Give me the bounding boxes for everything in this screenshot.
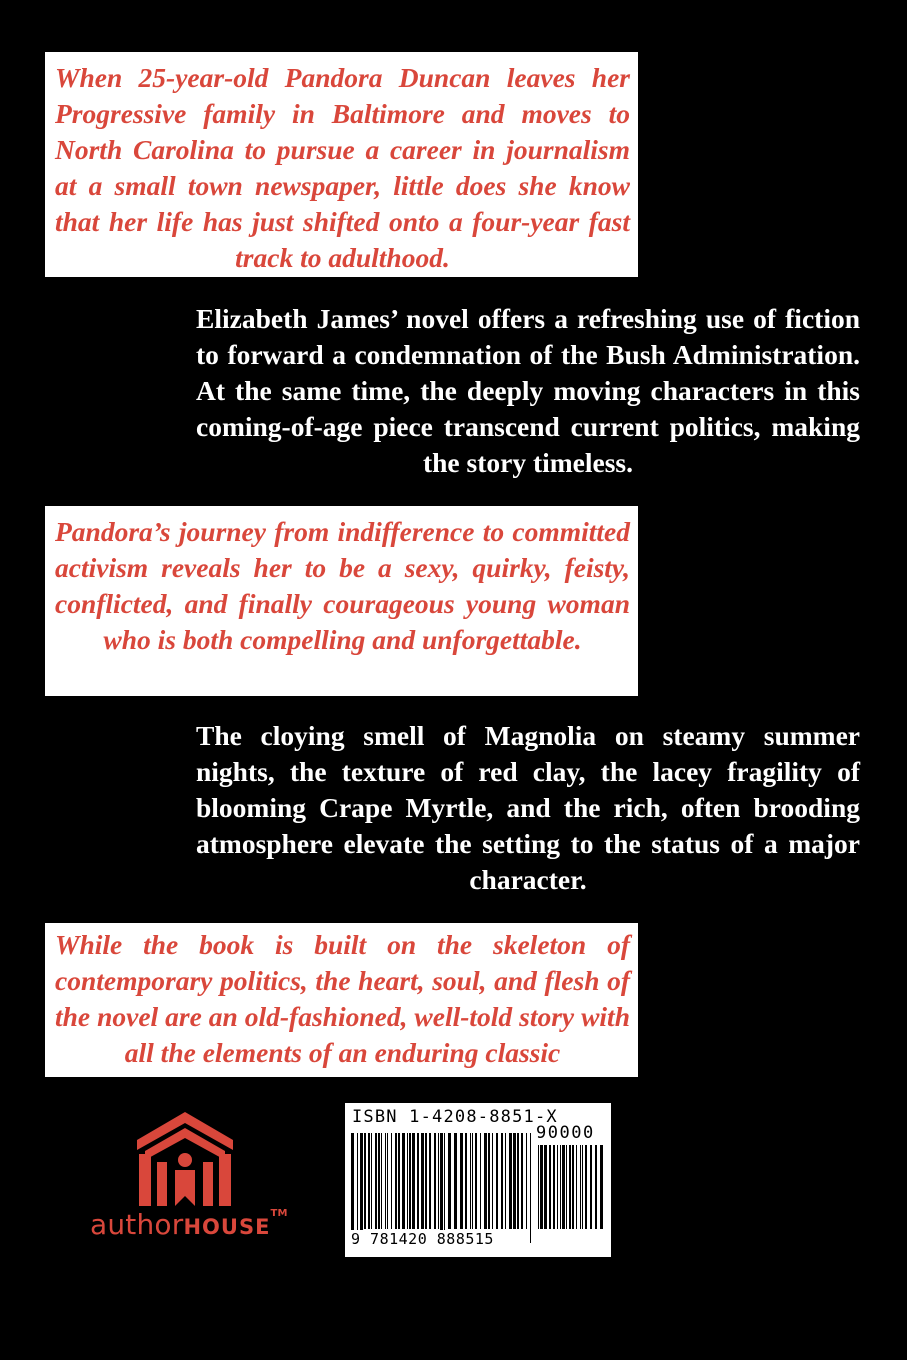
barcode-bar <box>465 1133 467 1229</box>
barcode-bar <box>391 1133 392 1229</box>
barcode-bar <box>509 1133 512 1229</box>
price-code-text: 90000 <box>536 1123 595 1143</box>
publisher-name <box>90 1208 290 1241</box>
barcode-bar <box>472 1133 473 1229</box>
barcode-bar <box>375 1133 377 1229</box>
barcode-bar <box>438 1133 439 1229</box>
ean-barcode-bars <box>350 1133 535 1243</box>
quote-box-3 <box>45 923 638 1077</box>
barcode-bar <box>530 1133 531 1243</box>
barcode-bar <box>553 1145 555 1229</box>
quote-3-text: While the book is built on the skeleton of contemporary politics, the heart, soul, and flesh of the novel are an old-fashioned, well-told story with all the elements of an enduring classic <box>55 929 630 1068</box>
barcode-bar <box>560 1145 561 1229</box>
barcode-bar <box>440 1133 443 1243</box>
barcode-bar <box>562 1145 565 1229</box>
barcode-bar <box>484 1133 487 1229</box>
barcode-bar <box>448 1133 451 1229</box>
barcode-bar <box>425 1133 427 1229</box>
barcode-bar <box>475 1133 477 1229</box>
barcode-bar <box>454 1133 457 1229</box>
isbn-barcode <box>345 1103 611 1257</box>
quote-box-2 <box>45 506 638 696</box>
barcode-bar <box>572 1145 574 1229</box>
barcode-bar <box>501 1133 503 1229</box>
barcode-bar <box>395 1133 397 1229</box>
publisher-logo <box>80 1110 290 1250</box>
barcode-bar <box>364 1133 366 1229</box>
barcode-bar <box>488 1133 490 1229</box>
barcode-bar <box>402 1133 405 1229</box>
quote-2-text: Pandora’s journey from indifference to committed activism reveals her to be a sexy, quirky, feisty, conflicted, and finally courageous young woman who is both compelling and unforgettable. <box>55 516 630 655</box>
barcode-bar <box>429 1133 431 1229</box>
barcode-bar <box>549 1145 551 1229</box>
barcode-bar <box>566 1145 567 1229</box>
barcode-bar <box>595 1145 597 1229</box>
barcode-bar <box>444 1133 445 1243</box>
barcode-bar <box>540 1145 543 1229</box>
barcode-bar <box>385 1133 386 1229</box>
barcode-bar <box>590 1145 592 1229</box>
quote-1-text: When 25-year-old Pandora Duncan leaves her Progressive family in Baltimore and moves to North Carolina to pursue a career in journalism at a small town newspaper, little does she know that her life has just shifted onto a four-year fast track to adulthood. <box>55 62 630 273</box>
barcode-bar <box>387 1133 388 1229</box>
barcode-bar <box>381 1133 382 1229</box>
barcode-bar <box>582 1145 583 1229</box>
barcode-bar <box>470 1133 471 1229</box>
barcode-bar <box>569 1145 571 1229</box>
barcode-bar <box>496 1133 498 1229</box>
barcode-bar <box>480 1133 481 1229</box>
barcode-bar <box>576 1145 577 1229</box>
barcode-bar <box>580 1145 581 1229</box>
review-paragraph-1: Elizabeth James’ novel offers a refreshing use of fiction to forward a condemnation of the Bush Administration. At the same time, the deeply moving characters in this coming-of-age piece transcend current politics, making the story timeless. <box>196 303 860 478</box>
barcode-bar <box>351 1133 354 1243</box>
ean-number-text: 9 781420 888515 <box>351 1230 494 1248</box>
barcode-bar <box>538 1145 539 1229</box>
publisher-name-part1: author <box>90 1208 184 1241</box>
isbn-text: ISBN 1-4208-8851-X <box>352 1107 558 1127</box>
barcode-bar <box>398 1133 400 1229</box>
barcode-bar <box>521 1133 523 1229</box>
barcode-bar <box>360 1133 363 1243</box>
barcode-bar <box>585 1145 587 1229</box>
barcode-bar <box>407 1133 408 1229</box>
trademark-mark: TM <box>270 1208 288 1219</box>
barcode-bar <box>417 1133 419 1229</box>
publisher-name-part2: HOUSE <box>183 1215 271 1239</box>
barcode-bar <box>368 1133 370 1229</box>
barcode-bar <box>517 1133 519 1229</box>
barcode-bar <box>600 1145 603 1229</box>
barcode-bar <box>544 1145 547 1229</box>
barcode-bar <box>526 1133 527 1229</box>
barcode-bar <box>505 1133 506 1229</box>
barcode-bar <box>357 1133 358 1243</box>
barcode-bar <box>412 1133 415 1229</box>
barcode-bar <box>557 1145 558 1229</box>
barcode-bar <box>492 1133 493 1229</box>
barcode-bar <box>421 1133 424 1229</box>
house-book-icon <box>135 1110 235 1208</box>
quote-box-1 <box>45 52 638 277</box>
barcode-bar <box>378 1133 380 1229</box>
addon-barcode-bars <box>537 1145 605 1243</box>
barcode-bar <box>513 1133 516 1229</box>
barcode-bar <box>409 1133 411 1229</box>
barcode-bar <box>434 1133 436 1229</box>
review-paragraph-2: The cloying smell of Magnolia on steamy summer nights, the texture of red clay, the lacey fragility of blooming Crape Myrtle, and the rich, often brooding atmosphere elevate the setting to the status of a major character. <box>196 720 860 895</box>
barcode-bar <box>460 1133 463 1229</box>
barcode-bar <box>371 1133 372 1229</box>
